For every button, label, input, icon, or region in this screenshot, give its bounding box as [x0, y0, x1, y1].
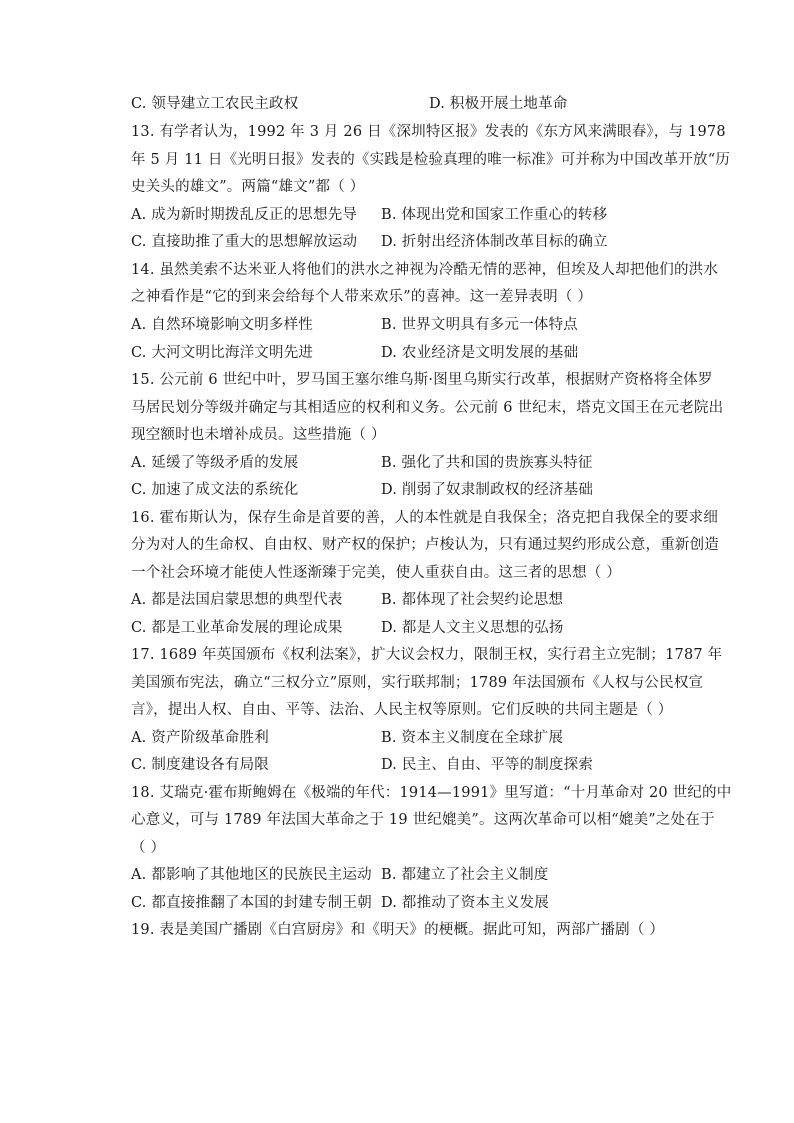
q16-option-b: B. 都体现了社会契约论思想	[381, 592, 564, 608]
q14-option-c: C. 大河文明比海洋文明先进	[131, 345, 314, 361]
q17-stem-line-2: 美国颁布宪法，确立“三权分立”原则，实行联邦制；1789 年法国颁布《人权与公民权宣	[131, 675, 704, 691]
q18-stem-line-2: 心意义，可与 1789 年法国大革命之于 19 世纪媲美”。这两次革命可以相“媲美”之处在于	[131, 812, 715, 828]
q14-option-b: B. 世界文明具有多元一体特点	[381, 317, 578, 333]
q17-option-b: B. 资本主义制度在全球扩展	[381, 730, 564, 746]
q18-stem-line-1: 18. 艾瑞克·霍布斯鲍姆在《极端的年代：1914—1991》里写道：“十月革命对 20 世纪的中	[131, 785, 732, 801]
q18-option-a: A. 都影响了其他地区的民族民主运动	[131, 867, 372, 883]
q18-option-b: B. 都建立了社会主义制度	[381, 867, 549, 883]
q13-option-c: C. 直接助推了重大的思想解放运动	[131, 234, 358, 250]
q16-stem-line-3: 一个社会环境才能使人性逐渐臻于完美，使人重获自由。这三者的思想（ ）	[131, 565, 621, 581]
q13-stem-line-2: 年 5 月 11 日《光明日报》发表的《实践是检验真理的唯一标准》可并称为中国改革开放“历	[131, 152, 731, 168]
q17-option-c: C. 制度建设各有局限	[131, 757, 269, 773]
q13-option-d: D. 折射出经济体制改革目标的确立	[381, 234, 608, 250]
q15-stem-line-3: 现空额时也未增补成员。这些措施（ ）	[131, 427, 386, 443]
q13-option-b: B. 体现出党和国家工作重心的转移	[381, 207, 608, 223]
q18-option-d: D. 都推动了资本主义发展	[381, 895, 549, 911]
q15-option-c: C. 加速了成文法的系统化	[131, 482, 299, 498]
q12-option-d: D. 积极开展土地革命	[429, 96, 568, 112]
q16-option-c: C. 都是工业革命发展的理论成果	[131, 620, 343, 636]
q15-option-d: D. 削弱了奴隶制政权的经济基础	[381, 482, 594, 498]
q13-stem-line-3: 史关头的雄文”。两篇“雄文”都（ ）	[131, 179, 365, 195]
q14-option-a: A. 自然环境影响文明多样性	[131, 317, 313, 333]
q14-stem-line-2: 之神看作是“它的到来会给每个人带来欢乐”的喜神。这一差异表明（ ）	[131, 289, 593, 305]
q18-option-c: C. 都直接推翻了本国的封建专制王朝	[131, 895, 372, 911]
q16-option-a: A. 都是法国启蒙思想的典型代表	[131, 592, 343, 608]
q15-stem-line-2: 马居民划分等级并确定与其相适应的权利和义务。公元前 6 世纪末，塔克文国王在元老院出	[131, 400, 724, 416]
q17-stem-line-1: 17. 1689 年英国颁布《权利法案》，扩大议会权力，限制王权，实行君主立宪制；1787 年	[131, 647, 723, 663]
q13-stem-line-1: 13. 有学者认为，1992 年 3 月 26 日《深圳特区报》发表的《东方风来满眼春》，与 1978	[131, 124, 726, 140]
q17-option-a: A. 资产阶级革命胜利	[131, 730, 269, 746]
q16-option-d: D. 都是人文主义思想的弘扬	[381, 620, 564, 636]
q15-stem-line-1: 15. 公元前 6 世纪中叶，罗马国王塞尔维乌斯·图里乌斯实行改革，根据财产资格将全体罗	[131, 372, 713, 388]
q14-option-d: D. 农业经济是文明发展的基础	[381, 345, 579, 361]
q16-stem-line-1: 16. 霍布斯认为，保存生命是首要的善，人的本性就是自我保全；洛克把自我保全的要求细	[131, 510, 719, 526]
q18-stem-line-3: （ ）	[131, 840, 166, 856]
q15-option-a: A. 延缓了等级矛盾的发展	[131, 455, 299, 471]
q15-option-b: B. 强化了共和国的贵族寡头特征	[381, 455, 593, 471]
q12-option-c: C. 领导建立工农民主政权	[131, 96, 299, 112]
q17-option-d: D. 民主、自由、平等的制度探索	[381, 757, 594, 773]
q14-stem-line-1: 14. 虽然美索不达米亚人将他们的洪水之神视为冷酷无情的恶神，但埃及人却把他们的洪水	[131, 262, 719, 278]
q17-stem-line-3: 言》，提出人权、自由、平等、法治、人民主权等原则。它们反映的共同主题是（ ）	[131, 702, 673, 718]
q13-option-a: A. 成为新时期拨乱反正的思想先导	[131, 207, 358, 223]
q19-stem-line-1: 19. 表是美国广播剧《白宫厨房》和《明天》的梗概。据此可知，两部广播剧（ ）	[131, 922, 665, 938]
q16-stem-line-2: 分为对人的生命权、自由权、财产权的保护；卢梭认为，只有通过契约形成公意，重新创造	[131, 537, 719, 553]
